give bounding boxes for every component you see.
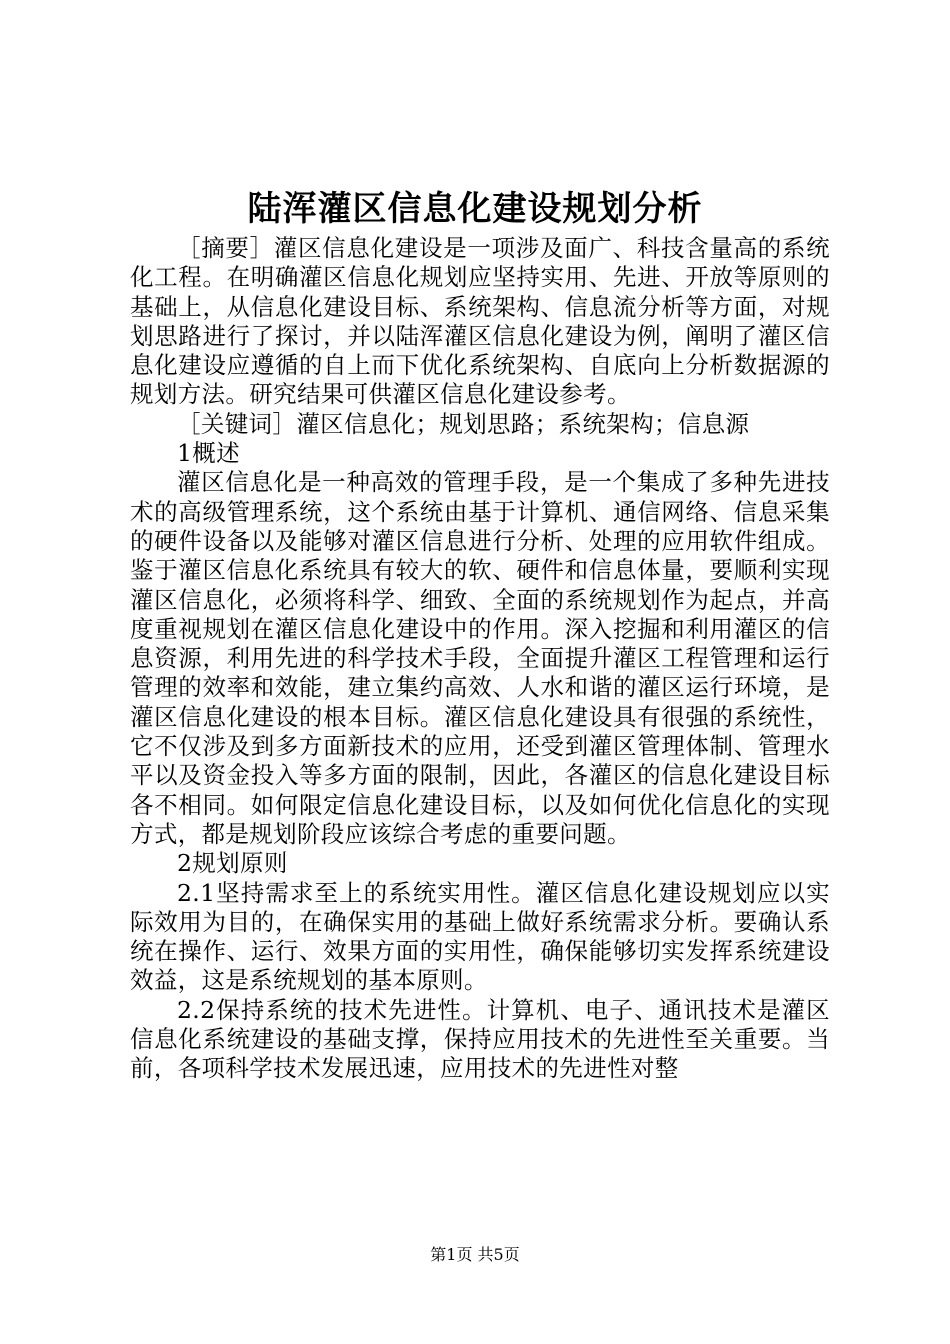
- document-body: [130, 234, 830, 1084]
- abstract-paragraph: ［摘要］灌区信息化建设是一项涉及面广、科技含量高的系统化工程。在明确灌区信息化规划应坚持实用、先进、开放等原则的基础上，从信息化建设目标、系统架构、信息流分析等方面，对规划思路进行了探讨，并以陆浑灌区信息化建设为例，阐明了灌区信息化建设应遵循的自上而下优化系统架构、自底向上分析数据源的规划方法。研究结果可供灌区信息化建设参考。: [130, 234, 830, 409]
- page-footer: 第1页 共5页: [430, 1245, 520, 1264]
- keywords-paragraph: ［关键词］灌区信息化；规划思路；系统架构；信息源: [177, 409, 750, 438]
- principle-2-2-paragraph: 2.2保持系统的技术先进性。计算机、电子、通讯技术是灌区信息化系统建设的基础支撑，保持应用技术的先进性至关重要。当前，各项科学技术发展迅速，应用技术的先进性对整: [130, 995, 830, 1083]
- principle-2-1-paragraph: 2.1坚持需求至上的系统实用性。灌区信息化建设规划应以实际效用为目的，在确保实用的基础上做好系统需求分析。要确认系统在操作、运行、效果方面的实用性，确保能够切实发挥系统建设效益，这是系统规划的基本原则。: [130, 878, 830, 995]
- section-heading-principles: 2规划原则: [177, 849, 288, 878]
- section-heading-overview: 1概述: [177, 439, 241, 468]
- document-title: 陆浑灌区信息化建设规划分析: [247, 189, 703, 229]
- overview-paragraph: 灌区信息化是一种高效的管理手段，是一个集成了多种先进技术的高级管理系统，这个系统由基于计算机、通信网络、信息采集的硬件设备以及能够对灌区信息进行分析、处理的应用软件组成。鉴于灌区信息化系统具有较大的软、硬件和信息体量，要顺利实现灌区信息化，必须将科学、细致、全面的系统规划作为起点，并高度重视规划在灌区信息化建设中的作用。深入挖掘和利用灌区的信息资源，利用先进的科学技术手段，全面提升灌区工程管理和运行管理的效率和效能，建立集约高效、人水和谐的灌区运行环境，是灌区信息化建设的根本目标。灌区信息化建设具有很强的系统性，它不仅涉及到多方面新技术的应用，还受到灌区管理体制、管理水平以及资金投入等多方面的限制，因此，各灌区的信息化建设目标各不相同。如何限定信息化建设目标，以及如何优化信息化的实现方式，都是规划阶段应该综合考虑的重要问题。: [130, 468, 830, 848]
